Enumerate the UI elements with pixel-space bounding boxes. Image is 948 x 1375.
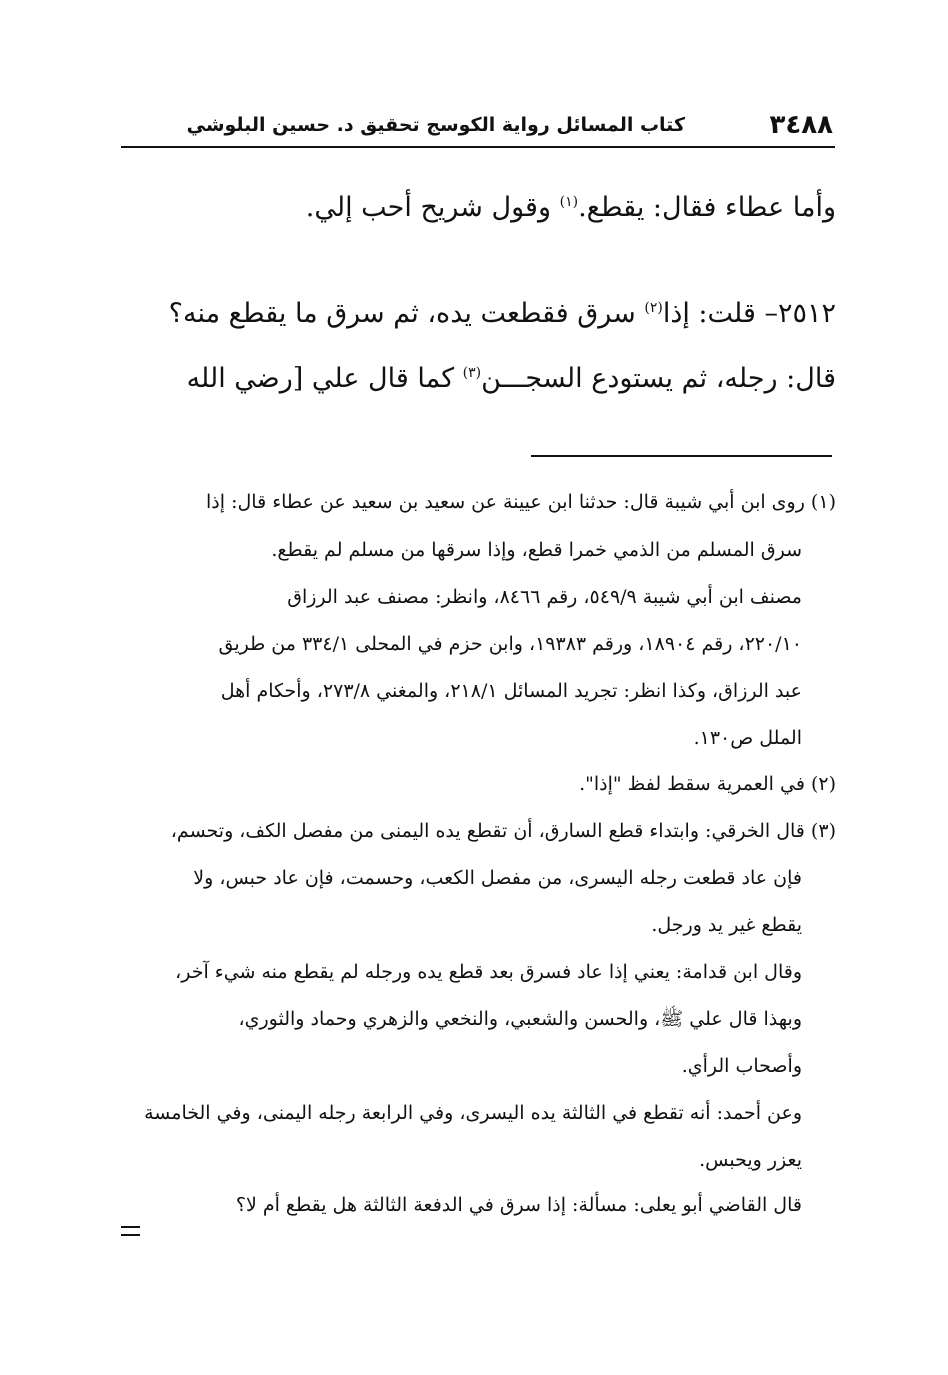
footnote-1-line: عبد الرزاق، وكذا انظر: تجريد المسائل ٢١٨/١، والمغني ٢٧٣/٨، وأحكام أهل	[220, 680, 802, 702]
main-text-segment: قال: رجله، ثم يستودع السجـــن	[481, 363, 836, 394]
footnote-separator	[531, 455, 832, 457]
footnote-1-line: ٢٢٠/١٠، رقم ١٨٩٠٤، ورقم ١٩٣٨٣، وابن حزم في المحلى ٣٣٤/١ من طريق	[218, 633, 802, 655]
footnote-3-line: يقطع غير يد ورجل.	[651, 914, 802, 936]
footnote-3-line: فإن عاد قطعت رجله اليسرى، من مفصل الكعب، وحسمت، فإن عاد حبس، ولا	[193, 867, 802, 889]
footnote-3-line: (٣) قال الخرقي: وابتداء قطع السارق، أن تقطع يده اليمنى من مفصل الكف، وتحسم،	[170, 820, 836, 842]
footnote-ref-3[interactable]: (٣)	[462, 365, 482, 381]
continuation-mark	[121, 1226, 140, 1236]
footnote-3-line: وعن أحمد: أنه تقطع في الثالثة يده اليسرى، وفي الرابعة رجله اليمنى، وفي الخامسة	[144, 1102, 802, 1124]
footnote-3-line: وأصحاب الرأي.	[681, 1055, 802, 1077]
footnote-ref-1[interactable]: (١)	[559, 194, 579, 210]
footnote-1-line: (١) روى ابن أبي شيبة قال: حدثنا ابن عيينة عن سعيد بن سعيد عن عطاء قال: إذا	[206, 491, 836, 513]
footnote-1-line: سرق المسلم من الذمي خمرا قطع، وإذا سرقها من مسلم لم يقطع.	[271, 539, 802, 561]
running-title: كتاب المسائل رواية الكوسج تحقيق د. حسين البلوشي	[186, 114, 685, 136]
answer-2512	[187, 359, 836, 399]
main-text-segment: سرق فقطعت يده، ثم سرق ما يقطع منه؟	[168, 298, 645, 329]
footnote-1-line: مصنف ابن أبي شيبة ٥٤٩/٩، رقم ٨٤٦٦، وانظر: مصنف عبد الرزاق	[287, 586, 802, 608]
footnote-1-line: الملل ص١٣٠.	[693, 727, 802, 749]
page-header	[121, 108, 835, 148]
page-number: ٣٤٨٨	[769, 110, 833, 140]
main-text-line-1	[306, 188, 836, 228]
main-text-segment: وقول شريح أحب إلي.	[305, 192, 560, 223]
main-text-segment: ٢٥١٢– قلت: إذا	[662, 298, 836, 329]
question-2512	[169, 294, 836, 334]
footnote-2-line: (٢) في العمرية سقط لفظ "إذا".	[579, 773, 836, 795]
footnote-3-line: قال القاضي أبو يعلى: مسألة: إذا سرق في الدفعة الثالثة هل يقطع أم لا؟	[235, 1194, 802, 1216]
footnote-3-line: وقال ابن قدامة: يعني إذا عاد فسرق بعد قطع يده ورجله لم يقطع منه شيء آخر،	[175, 961, 802, 983]
footnote-ref-2[interactable]: (٢)	[644, 300, 663, 316]
footnote-3-line: يعزر ويحبس.	[699, 1149, 802, 1171]
main-text-segment: كما قال علي [رضي الله	[186, 363, 463, 394]
footnote-3-line: وبهذا قال علي ﷺ، والحسن والشعبي، والنخعي والزهري وحماد والثوري،	[238, 1008, 802, 1030]
main-text-segment: وأما عطاء فقال: يقطع.	[578, 192, 836, 223]
